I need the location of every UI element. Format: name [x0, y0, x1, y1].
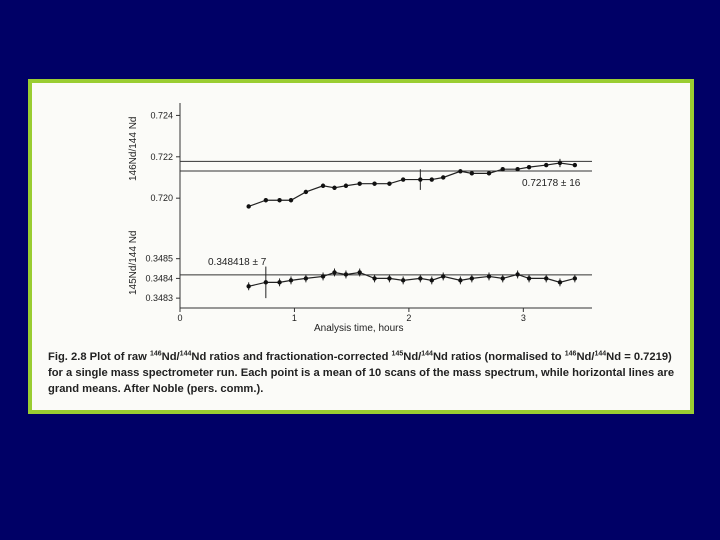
x-tick-label: 2: [406, 313, 412, 323]
top-data-point: [332, 186, 336, 190]
bottom-data-point: [430, 278, 434, 282]
bottom-data-point: [304, 276, 308, 280]
caption-text-2: ratios and fractionation-corrected: [209, 351, 389, 363]
top-data-point: [501, 167, 505, 171]
bottom-y-tick-label: 0.3483: [145, 293, 173, 304]
top-y-tick-label: 0.722: [150, 151, 173, 162]
top-data-point: [289, 198, 293, 202]
bottom-data-point: [332, 270, 336, 274]
top-y-ticks: [150, 110, 180, 203]
bottom-data-point: [573, 276, 577, 280]
bottom-data-point: [515, 272, 519, 276]
top-data-point: [573, 163, 577, 167]
top-data-point: [430, 177, 434, 181]
bottom-series: [180, 267, 592, 299]
bottom-data-point: [441, 274, 445, 278]
caption-text-4: 0.7219) for a single mass spectrometer run. Each point is a mean of 10 scans of the mass spectrum, while horizontal lines are grand means. After Noble (pers. comm.).: [48, 351, 675, 395]
x-tick-label: 3: [520, 313, 526, 323]
top-data-point: [277, 198, 281, 202]
caption-text-1: Plot of raw: [89, 351, 147, 363]
top-y-tick-label: 0.720: [150, 193, 173, 204]
bottom-data-point: [387, 276, 391, 280]
top-data-point: [372, 181, 376, 185]
figure-plot: [32, 83, 690, 345]
top-data-point: [470, 171, 474, 175]
x-ticks: [177, 308, 525, 323]
bottom-data-point: [544, 276, 548, 280]
top-data-point: [401, 177, 405, 181]
bottom-y-ticks: [145, 254, 180, 303]
top-data-point: [387, 181, 391, 185]
bottom-data-point: [264, 280, 268, 284]
bottom-data-point: [458, 278, 462, 282]
top-data-point: [458, 169, 462, 173]
caption-fig-label: Fig. 2.8: [48, 351, 87, 363]
top-data-point: [487, 171, 491, 175]
top-data-point: [544, 163, 548, 167]
top-data-point: [344, 184, 348, 188]
top-data-point: [418, 177, 422, 181]
top-data-point: [357, 181, 361, 185]
top-data-point: [264, 198, 268, 202]
top-y-tick-label: 0.724: [150, 110, 173, 121]
bottom-data-point: [470, 276, 474, 280]
bottom-data-point: [487, 274, 491, 278]
bottom-data-point: [418, 276, 422, 280]
bottom-data-point: [246, 284, 250, 288]
bottom-data-point: [321, 274, 325, 278]
top-data-point: [441, 175, 445, 179]
x-tick-label: 1: [291, 313, 297, 323]
bottom-data-point: [289, 278, 293, 282]
top-mean-label: 0.72178 ± 16: [522, 178, 581, 189]
bottom-data-point: [344, 272, 348, 276]
bottom-y-tick-label: 0.3484: [145, 273, 173, 284]
top-data-point: [304, 190, 308, 194]
bottom-data-point: [277, 280, 281, 284]
bottom-data-point: [357, 270, 361, 274]
caption-text-3: ratios (normalised to: [450, 351, 562, 363]
x-axis-label: Analysis time, hours: [314, 323, 404, 334]
x-tick-label: 0: [177, 313, 183, 323]
bottom-data-point: [401, 278, 405, 282]
bottom-data-point: [558, 280, 562, 284]
bottom-data-point: [372, 276, 376, 280]
figure-caption: Fig. 2.8 Plot of raw $^{146}$Nd/$^{144}$Nd ratios and fractionation-corrected $^{145}$Nd/$^{144}$Nd ratios (normalised to $^{146}$Nd/$^{144}$Nd = 0.7219) for a single mass spectrometer run. Each point is a mean of 10 scans of the mass spectrum, while horizontal lines are grand means. After Noble (pers. comm.).: [48, 350, 675, 395]
bottom-y-axis-label: 145Nd/144 Nd: [128, 230, 139, 295]
bottom-data-point: [501, 276, 505, 280]
figure-frame: [28, 79, 694, 414]
top-data-point: [558, 161, 562, 165]
top-data-point: [515, 167, 519, 171]
top-data-point: [321, 184, 325, 188]
bottom-y-tick-label: 0.3485: [145, 253, 173, 264]
bottom-mean-label: 0.348418 ± 7: [208, 257, 267, 268]
top-data-point: [527, 165, 531, 169]
top-y-axis-label: 146Nd/144 Nd: [128, 116, 139, 181]
bottom-data-point: [527, 276, 531, 280]
top-data-point: [246, 204, 250, 208]
